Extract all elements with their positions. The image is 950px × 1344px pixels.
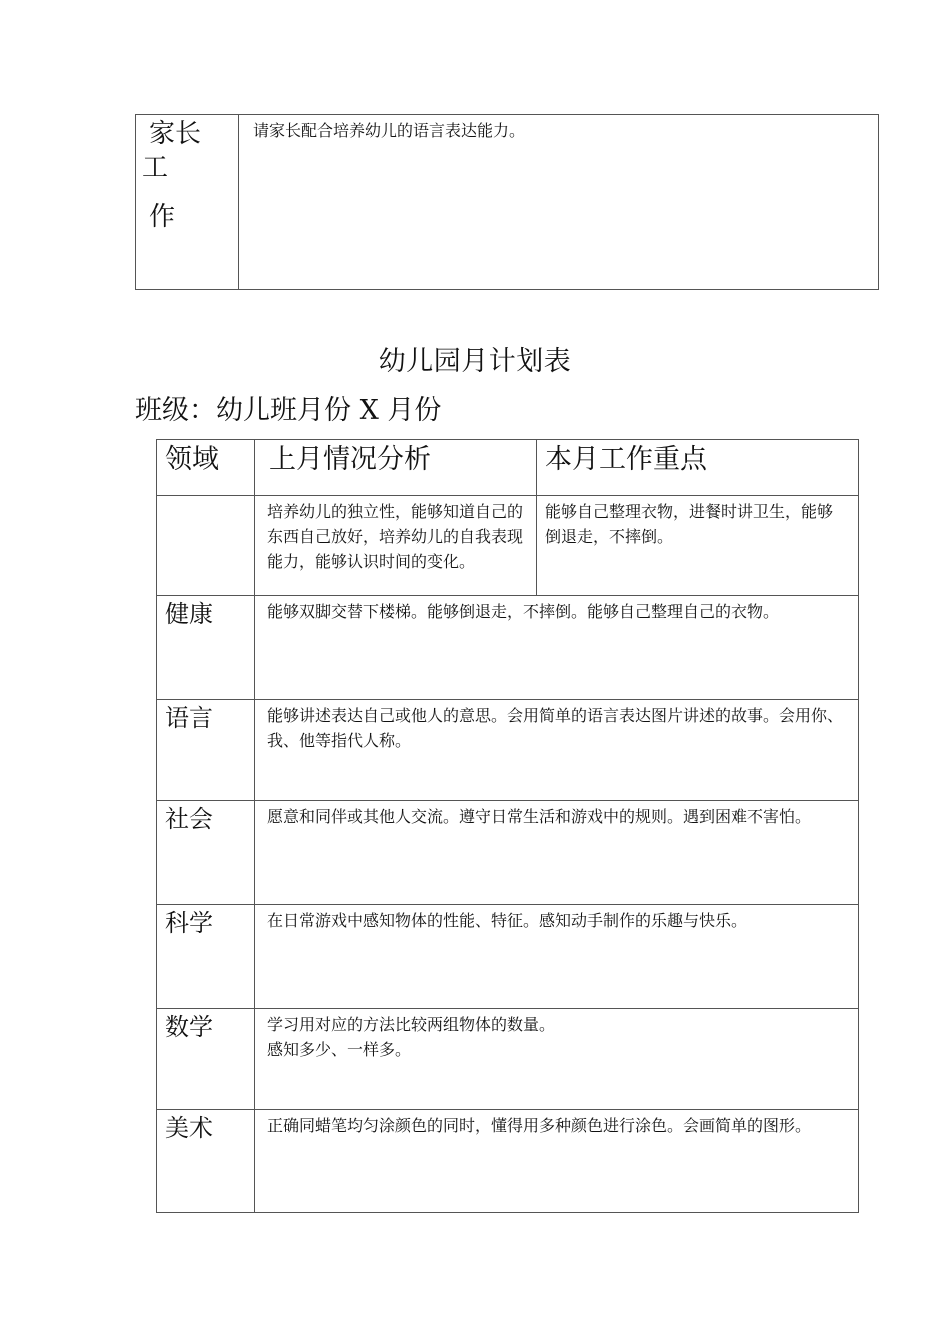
domain-content: 愿意和同伴或其他人交流。遵守日常生活和游戏中的规则。遇到困难不害怕。 [267, 807, 812, 826]
header-domain: 领域 [157, 440, 255, 495]
monthly-plan-table [156, 439, 859, 1213]
domain-content: 在日常游戏中感知物体的性能、特征。感知动手制作的乐趣与快乐。 [267, 911, 748, 930]
parent-work-label-line2: 工 [142, 153, 169, 183]
domain-content-line2: 感知多少、一样多。 [267, 1039, 412, 1059]
analysis-domain-cell [157, 496, 255, 595]
domain-content: 能够双脚交替下楼梯。能够倒退走，不摔倒。能够自己整理自己的衣物。 [267, 602, 780, 621]
table-row [157, 1008, 858, 1109]
domain-content: 能够讲述表达自己或他人的意思。会用简单的语言表达图片讲述的故事。会用你、我、他等指代人称。 [267, 706, 844, 750]
domain-content [255, 1009, 858, 1109]
parent-work-table [135, 114, 879, 290]
domain-cell: 社会 [157, 801, 255, 904]
parent-work-content: 请家长配合培养幼儿的语言表达能力。 [253, 121, 526, 140]
domain-cell: 健康 [157, 596, 255, 699]
table-row [157, 595, 858, 699]
class-info: 班级：幼儿班月份 X 月份 [135, 395, 442, 426]
analysis-row [157, 495, 858, 595]
domain-content-line1: 学习用对应的方法比较两组物体的数量。 [267, 1015, 556, 1034]
table-header-row [157, 440, 858, 495]
domain-cell: 数学 [157, 1009, 255, 1109]
domain-content: 正确同蜡笔均匀涂颜色的同时，懂得用多种颜色进行涂色。会画简单的图形。 [267, 1116, 812, 1135]
header-last-month: 上月情况分析 [255, 440, 537, 495]
domain-cell: 美术 [157, 1110, 255, 1212]
last-month-analysis: 培养幼儿的独立性，能够知道自己的东西自己放好，培养幼儿的自我表现能力，能够认识时间的变化。 [255, 496, 537, 595]
domain-cell: 语言 [157, 700, 255, 800]
parent-work-label-line3: 作 [149, 202, 176, 232]
table-row [157, 800, 858, 904]
table-row [157, 904, 858, 1008]
domain-cell: 科学 [157, 905, 255, 1008]
page-title: 幼儿园月计划表 [378, 346, 572, 377]
parent-work-label-line1: 家长 [149, 119, 202, 149]
header-this-month: 本月工作重点 [545, 444, 707, 475]
this-month-focus: 能够自己整理衣物，进餐时讲卫生，能够倒退走，不摔倒。 [545, 502, 834, 546]
table-row [157, 1109, 858, 1212]
parent-work-label-cell [136, 115, 239, 289]
table-row [157, 699, 858, 800]
